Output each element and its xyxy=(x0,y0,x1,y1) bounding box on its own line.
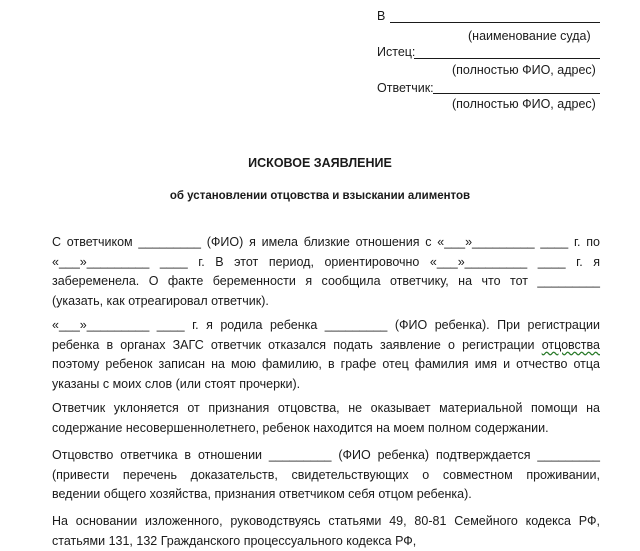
paragraph-relationship xyxy=(52,233,600,311)
court-hint: (наименование суда) xyxy=(468,29,591,43)
paragraph-line: (указать, как отреагировал ответчик). xyxy=(52,292,600,312)
defendant-blank xyxy=(433,93,600,94)
paragraph-line: «___»_________ ____ г. я родила ребенка _________ (ФИО ребенка). При регистрации xyxy=(52,316,600,336)
spellcheck-word: отцовства xyxy=(542,338,600,352)
paragraph-line: На основании изложенного, руководствуясь статьями 49, 80-81 Семейного кодекса РФ, xyxy=(52,512,600,532)
paragraph-line: Отцовство ответчика в отношении _________ (ФИО ребенка) подтверждается _________ xyxy=(52,446,600,466)
plaintiff-label: Истец: xyxy=(377,44,415,60)
paragraph-line: забеременела. О факте беременности я сообщила ответчику, на что тот _________ xyxy=(52,272,600,292)
paragraph-line: (привести перечень доказательств, свидетельствующих о совместном проживании, xyxy=(52,466,600,486)
plaintiff-hint: (полностью ФИО, адрес) xyxy=(452,63,596,77)
paragraph-line: Ответчик уклоняется от признания отцовства, не оказывает материальной помощи на xyxy=(52,399,600,419)
paragraph-evidence xyxy=(52,446,600,505)
paragraph-birth xyxy=(52,316,600,394)
paragraph-line: поэтому ребенок записан на мою фамилию, в графе отец фамилия имя и отчество отца xyxy=(52,355,600,375)
paragraph-line: статьями 131, 132 Гражданского процессуального кодекса РФ, xyxy=(52,532,600,551)
court-name-blank xyxy=(390,22,600,23)
paragraph-line xyxy=(52,336,600,356)
paragraph-line: ведении общего хозяйства, признания ответчиком себя отцом ребенка). xyxy=(52,485,600,505)
paragraph-line: С ответчиком _________ (ФИО) я имела близкие отношения с «___»_________ ____ г. по xyxy=(52,233,600,253)
paragraph-line: «___»_________ ____ г. В этот период, ориентировочно «___»_________ ____ г. я xyxy=(52,253,600,273)
defendant-label: Ответчик: xyxy=(377,80,434,96)
document-subtitle: об установлении отцовства и взыскании алиментов xyxy=(0,190,640,202)
paragraph-line: содержание несовершеннолетнего, ребенок находится на моем полном содержании. xyxy=(52,419,600,439)
paragraph-line-part: ребенка в органах ЗАГС ответчик отказался подать заявление о регистрации xyxy=(52,338,542,352)
paragraph-legal-basis xyxy=(52,512,600,551)
paragraph-line: указаны с моих слов (или стоят прочерки). xyxy=(52,375,600,395)
plaintiff-blank xyxy=(414,58,600,59)
paragraph-evasion xyxy=(52,399,600,438)
defendant-hint: (полностью ФИО, адрес) xyxy=(452,97,596,111)
court-prefix: В xyxy=(377,8,385,24)
document-title: ИСКОВОЕ ЗАЯВЛЕНИЕ xyxy=(0,156,640,170)
